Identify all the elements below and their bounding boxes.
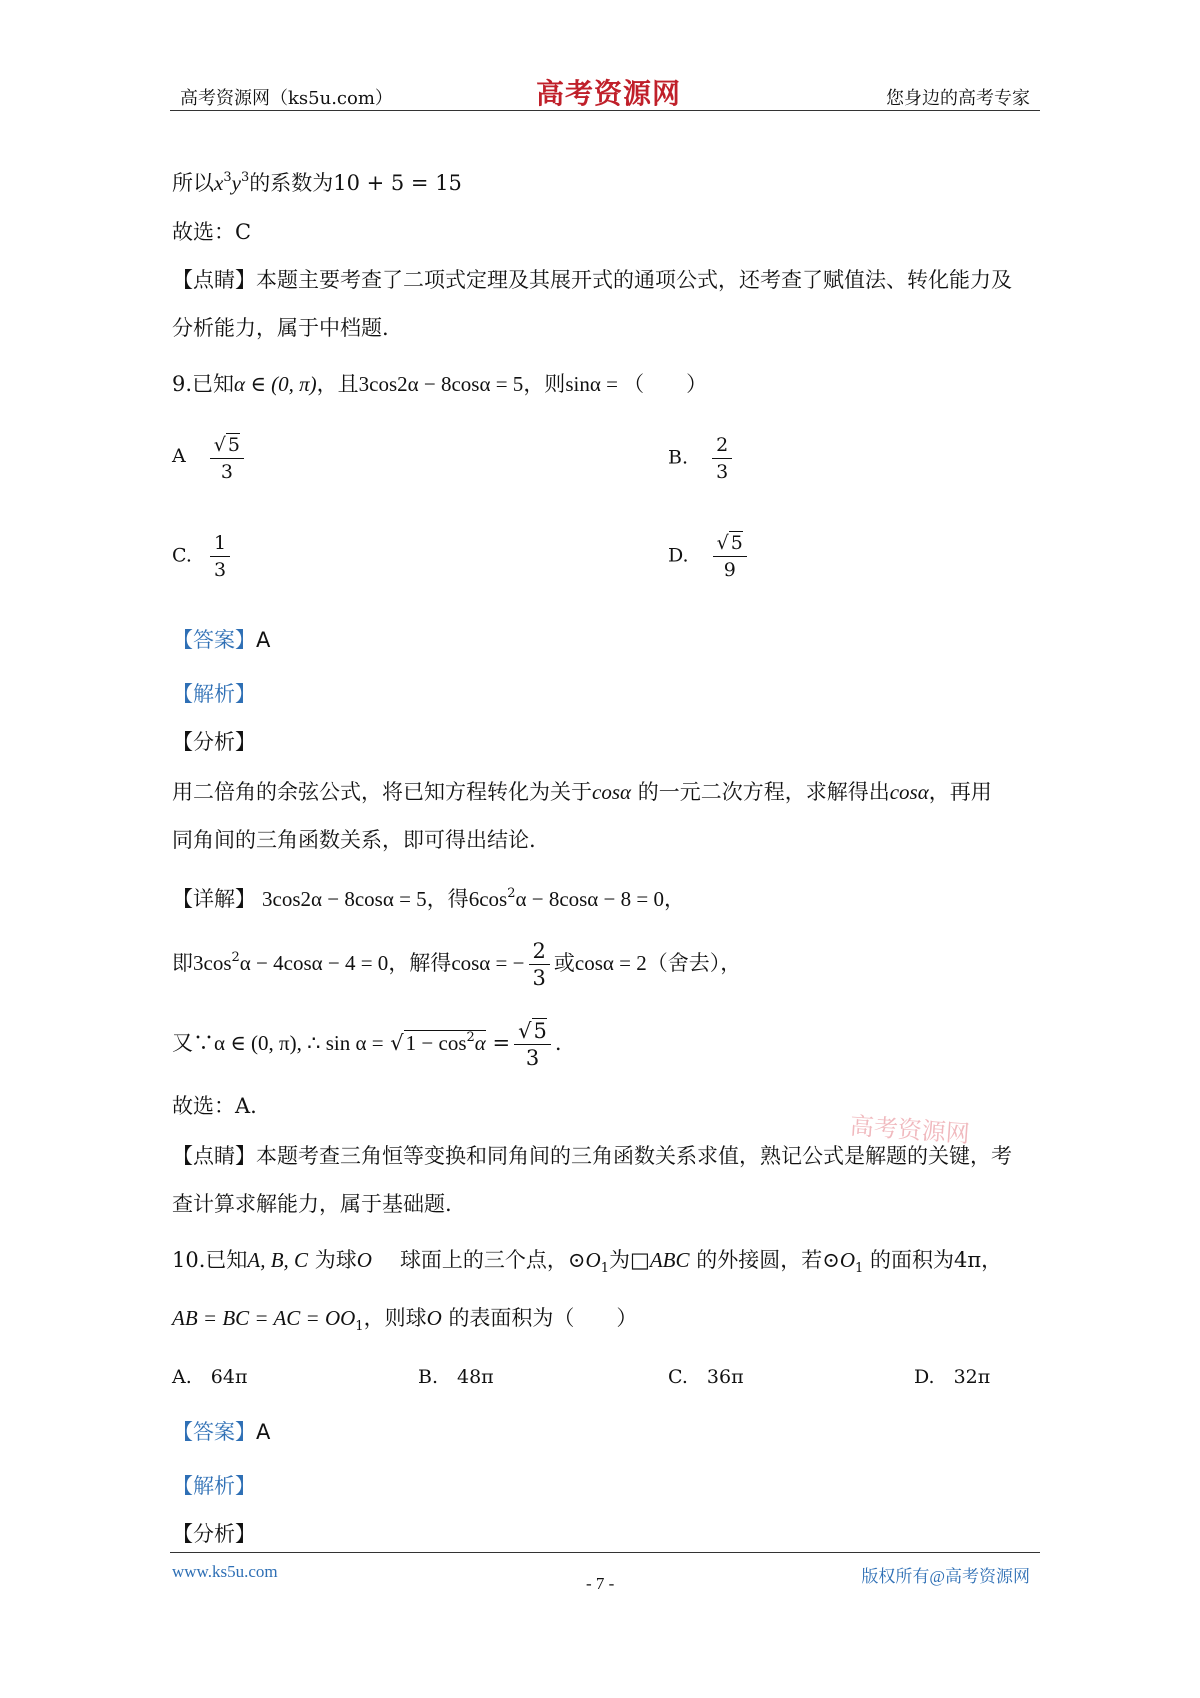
q9-choice: 故选：A. — [172, 1094, 257, 1118]
q9-xiangjie-2: 即$3\cos^2\alpha - 4\cos\alpha - 4 = 0$，解得cosα = − $\frac{2}{3}$ 或cosα = 2（舍去）， — [172, 939, 742, 990]
q10-option-d: D. 32π — [914, 1366, 991, 1388]
q9-answer: 【答案】A — [172, 628, 271, 652]
q10-option-a: A. 64π — [172, 1366, 248, 1388]
site-logo: 高考资源网 — [536, 77, 682, 110]
q9-jiexi: 【解析】 — [172, 682, 256, 706]
q10-stem-2: AB = BC = AC = $OO_1$，则球O 的表面积为（ ） — [172, 1306, 638, 1334]
q10-stem-1: 10.已知A, B, C 为球O 球面上的三个点，$⊙O_1$为□ABC 的外接圆，若$⊙O_1$ 的面积为4π， — [172, 1248, 1003, 1276]
q9-xiangjie-1: 【详解】 3cos2α − 8cosα = 5，得$6\cos^2\alpha - 8\cos\alpha - 8 = 0$， — [172, 886, 685, 911]
q9-note-b: 查计算求解能力，属于基础题. — [172, 1192, 452, 1216]
q9-note-a: 【点睛】本题考查三角恒等变换和同角间的三角函数关系求值，熟记公式是解题的关键，考 — [172, 1144, 1012, 1168]
footer-copyright: 版权所有@高考资源网 — [861, 1567, 1030, 1586]
q9-stem: 9.已知α ∈ (0, π)，且3cos2α − 8cosα = 5，则sinα = （ ） — [172, 372, 708, 396]
q9-option-a: A $\frac{√ 5}{3}$ — [172, 432, 248, 485]
q9-fenxi: 【分析】 — [172, 730, 256, 754]
note-1-b: 分析能力，属于中档题. — [172, 316, 389, 340]
q10-option-c: C. 36π — [668, 1366, 744, 1388]
footer-rule — [170, 1552, 1040, 1553]
q9-option-b: B. $\frac{2}{3}$ — [668, 432, 736, 485]
q10-answer: 【答案】A — [172, 1420, 271, 1444]
q9-fenxi-b: 同角间的三角函数关系，即可得出结论. — [172, 828, 536, 852]
choice-line-1: 故选：C — [172, 220, 252, 244]
q9-xiangjie-3: 又∵α ∈ (0, π), ∴ $\sin \alpha = √1 - \cos^2\alpha$ = $\frac{√5}{3}$ . — [172, 1019, 562, 1070]
header-left: 高考资源网（ks5u.com） — [180, 88, 393, 109]
header-right: 您身边的高考专家 — [886, 88, 1030, 109]
q10-option-b: B. 48π — [418, 1366, 494, 1388]
coef-line: 所以$x^3y^3$的系数为10 + 5 = 15 — [172, 170, 462, 195]
q9-fenxi-a: 用二倍角的余弦公式，将已知方程转化为关于cosα 的一元二次方程，求解得出cosα，再用 — [172, 780, 992, 804]
watermark: 高考资源网 — [848, 1111, 971, 1149]
q10-jiexi: 【解析】 — [172, 1474, 256, 1498]
footer-link[interactable]: www.ks5u.com — [172, 1562, 278, 1581]
q9-option-c: C. $\frac{1}{3}$ — [172, 530, 234, 583]
note-1-a: 【点睛】本题主要考查了二项式定理及其展开式的通项公式，还考查了赋值法、转化能力及 — [172, 268, 1012, 292]
header-rule — [170, 110, 1040, 111]
q9-option-d: D. $\frac{√ 5}{9}$ — [668, 530, 751, 583]
q10-fenxi: 【分析】 — [172, 1522, 256, 1546]
page-number: - 7 - — [586, 1574, 615, 1593]
